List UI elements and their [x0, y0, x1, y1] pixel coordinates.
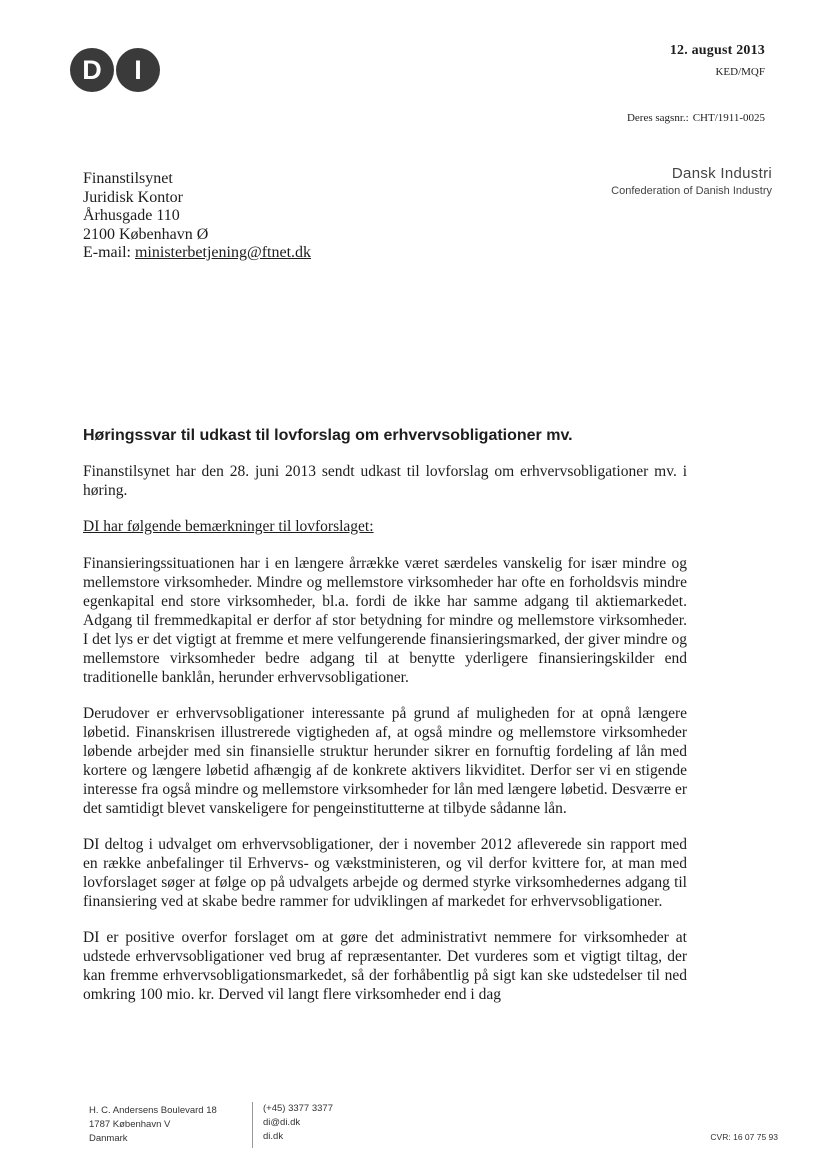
body-paragraph: Derudover er erhvervsobligationer interessante på grund af muligheden for at opnå længere løbetid. Finanskrisen illustrerede vigtigheden af, at også mindre og mellemstore virksomheder løbende arbejder med sin finansielle struktur herunder sikrer en fornuftig fordeling af lån med kortere og længere løbetid afhængig af de konkrete aktivers likviditet. Derfor ser vi en stigende interesse fra også mindre og mellemstore virksomheder for lån med længere løbetid. Desværre er det samtidigt blevet vanskeligere for pengeinstitutterne at tilbyde sådanne lån. — [83, 705, 687, 817]
recipient-email-link[interactable]: ministerbetjening@ftnet.dk — [134, 244, 312, 261]
body-heading: DI har følgende bemærkninger til lovforslaget: — [83, 518, 374, 535]
footer-phone: (+45) 3377 3377 — [263, 1103, 333, 1114]
body-paragraph: Finanstilsynet har den 28. juni 2013 sendt udkast til lovforslag om erhvervsobligationer mv. i høring. — [83, 463, 687, 499]
case-number-value: CHT/1911-0025 — [692, 112, 765, 124]
recipient-line: Århusgade 110 — [83, 207, 180, 224]
di-logo — [70, 48, 162, 92]
body-paragraph: DI er positive overfor forslaget om at gøre det administrativt nemmere for virksomheder at udstede erhvervsobligationer ved brug af repræsentanter. Det vurderes som et vigtigt tiltag, der kan fremme erhvervsobligationsmarkedet, så der forhåbentlig på sigt kan ske udstedelser til ned omkring 100 mio. kr. Derved vil langt flere virksomheder end i dag — [83, 929, 687, 1003]
logo-circle-i: I — [116, 48, 160, 92]
footer-address-line: Danmark — [89, 1133, 128, 1144]
recipient-address — [83, 170, 311, 263]
footer-address — [89, 1104, 217, 1146]
recipient-email-label: E-mail: — [83, 244, 135, 261]
letter-reference: KED/MQF — [715, 66, 765, 78]
company-tagline: Confederation of Danish Industry — [611, 185, 772, 197]
recipient-line: Juridisk Kontor — [83, 188, 183, 206]
footer-cvr: CVR: 16 07 75 93 — [710, 1132, 778, 1142]
company-name: Dansk Industri — [671, 165, 772, 182]
body-paragraph: DI deltog i udvalget om erhvervsobligationer, der i november 2012 afleverede sin rapport med en række anbefalinger til Erhvervs- og vækstministeren, og vil derfor kvittere for, at man med lovforslaget søger at følge op på udvalgets arbejde og dermed styrke virksomhedernes adgang til finansiering ved at skabe bedre rammer for udviklingen af markedet for erhvervsobligationer. — [83, 836, 687, 910]
letter-body — [83, 462, 687, 1021]
letter-subject: Høringssvar til udkast til lovforslag om erhvervsobligationer mv. — [83, 427, 573, 444]
recipient-email-line — [83, 244, 311, 263]
footer-address-line: H. C. Andersens Boulevard 18 — [89, 1105, 217, 1116]
footer-contact — [263, 1102, 333, 1144]
footer-divider — [252, 1102, 253, 1148]
body-paragraph: Finansieringssituationen har i en længere årrække været særdeles vanskelig for især mindre og mellemstore virksomheder. Mindre og mellemstore virksomheder har ofte en forholdsvis mindre egenkapital end store virksomheder, bl.a. fordi de ikke har samme adgang til aktiemarkedet. Adgang til fremmedkapital er derfor af stor betydning for mindre og mellemstore virksomheder. I det lys er det vigtigt at fremme et mere velfungerende finansieringsmarked, der giver mindre og mellemstore virksomheder bedre adgang til at benytte yderligere finansieringskilder end traditionelle banklån, herunder erhvervsobligationer. — [83, 555, 687, 686]
letter-date: 12. august 2013 — [669, 43, 765, 58]
recipient-line: 2100 København Ø — [83, 225, 209, 243]
case-number — [627, 112, 765, 124]
footer-email[interactable]: di@di.dk — [263, 1117, 301, 1128]
company-block — [611, 165, 772, 197]
logo-circle-d: D — [70, 48, 114, 92]
case-number-label: Deres sagsnr.: — [626, 112, 689, 124]
footer-website[interactable]: di.dk — [263, 1131, 284, 1142]
recipient-line: Finanstilsynet — [83, 170, 173, 187]
footer-address-line: 1787 København V — [89, 1119, 171, 1130]
